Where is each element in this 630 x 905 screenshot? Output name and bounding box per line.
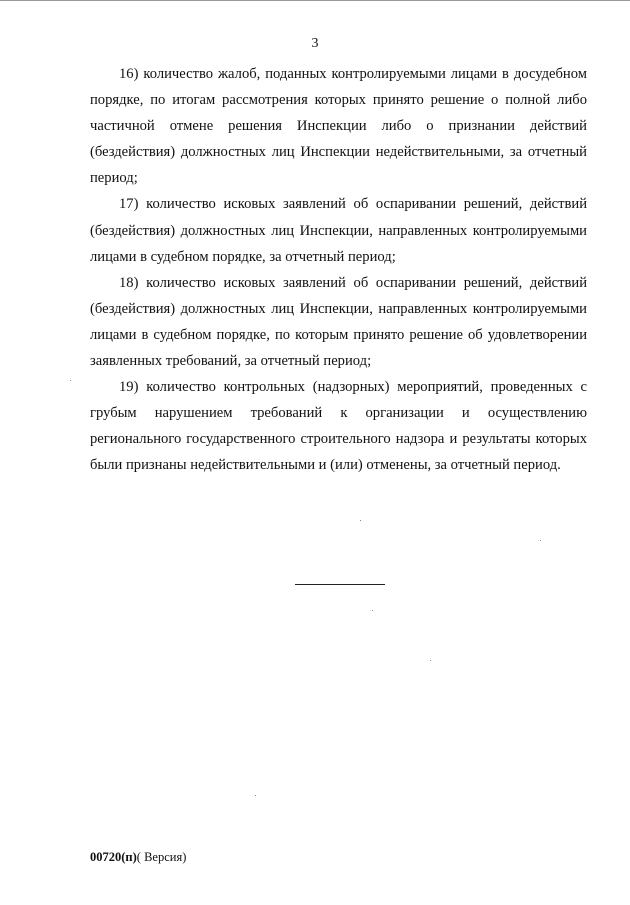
scan-speck — [255, 795, 256, 796]
scan-speck — [372, 610, 373, 611]
document-version: ( Версия) — [136, 850, 187, 864]
top-edge-line — [0, 0, 630, 1]
paragraph-item-18: 18) количество исковых заявлений об оспаривании решений, действий (бездействия) должностных лиц Инспекции, направленных контролируемыми лицами в судебном порядке, по которым принято решение об удовлетворении заявленных требований, за отчетный период; — [90, 274, 587, 370]
end-divider-line — [295, 584, 385, 585]
document-code: 00720(п) — [90, 850, 137, 864]
paragraph-item-19: 19) количество контрольных (надзорных) мероприятий, проведенных с грубым нарушением требований к организации и осуществлению регионального государственного строительного надзора и результаты которых были признаны недействительными и (или) отменены, за отчетный период. — [90, 379, 587, 474]
scan-speck — [70, 380, 71, 381]
page-number: 3 — [311, 36, 319, 51]
paragraph-item-16: 16) количество жалоб, поданных контролируемыми лицами в досудебном порядке, по итогам рассмотрения которых принято решение о полной либо частичной отмене решения Инспекции либо о признании действий (бездействия) должностных лиц Инспекции недействительными, за отчетный период; — [90, 66, 587, 187]
document-body — [90, 61, 587, 479]
scan-speck — [360, 520, 361, 521]
paragraph-item-17: 17) количество исковых заявлений об оспаривании решений, действий (бездействия) должностных лиц Инспекции, направленных контролируемыми лицами в судебном порядке, за отчетный период; — [90, 196, 587, 265]
scan-speck — [430, 660, 431, 661]
scan-speck — [540, 540, 541, 541]
document-footer — [90, 850, 186, 865]
